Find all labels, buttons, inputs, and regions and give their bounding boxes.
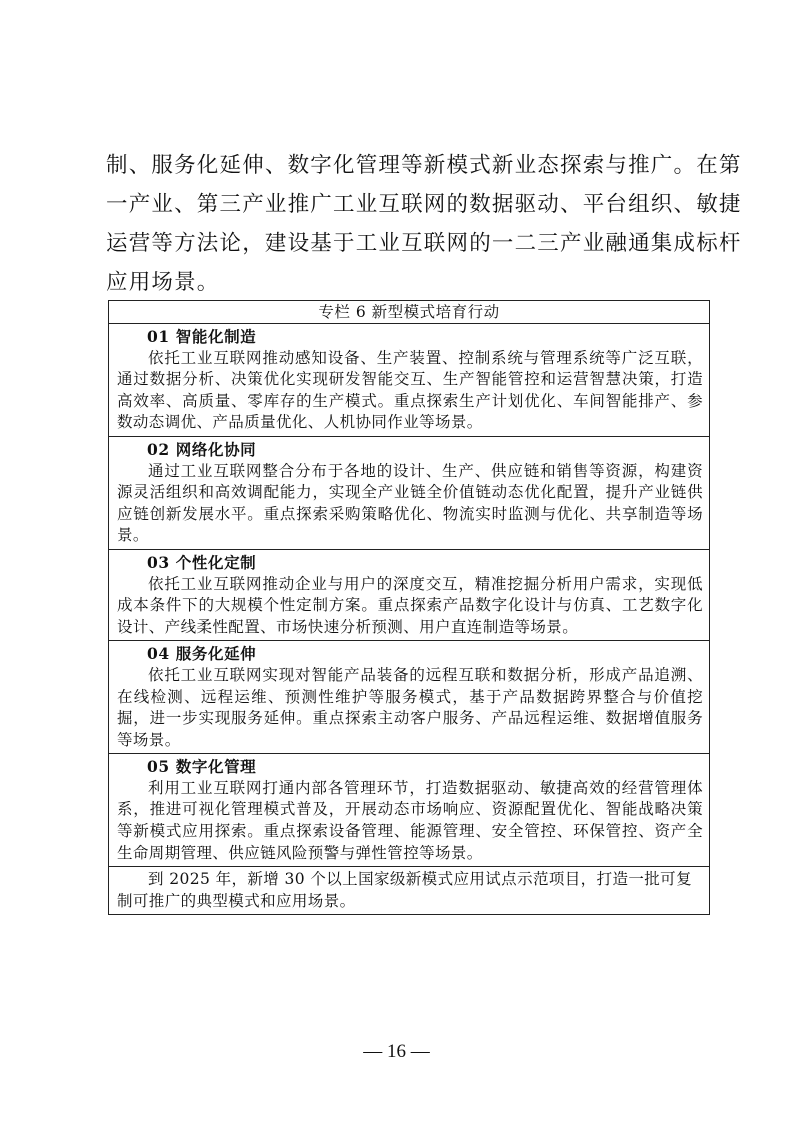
section-smart-manufacturing	[109, 324, 709, 437]
section-heading: 05 数字化管理	[147, 757, 257, 777]
intro-line-3: 运营等方法论，建设基于工业互联网的一二三产业融通集成标杆	[106, 231, 742, 256]
page-number: — 16 —	[363, 1041, 430, 1062]
intro-line-4: 应用场景。	[106, 270, 220, 295]
section-heading: 03 个性化定制	[147, 552, 257, 572]
intro-line-2: 一产业、第三产业推广工业互联网的数据驱动、平台组织、敏捷	[106, 192, 742, 217]
section-heading: 01 智能化制造	[147, 327, 257, 346]
intro-line-1: 制、服务化延伸、数字化管理等新模式新业态探索与推广。在第	[106, 153, 742, 178]
goal-text: 到 2025 年，新增 30 个以上国家级新模式应用试点示范项目，打造一批可复制可推广的典型模式和应用场景。	[117, 870, 692, 910]
section-digital-management	[109, 754, 709, 867]
section-body: 通过工业互联网整合分布于各地的设计、生产、供应链和销售等资源，构建资源灵活组织和高效调配能力，实现全产业链全价值链动态优化配置，提升产业链供应链创新发展水平。重点探索采购策略优化、物流实时监测与优化、共享制造等场景。	[117, 461, 703, 545]
section-service-extension	[109, 641, 709, 754]
section-body: 依托工业互联网推动感知设备、生产装置、控制系统与管理系统等广泛互联，通过数据分析、决策优化实现研发智能交互、生产智能管控和运营智慧决策，打造高效率、高质量、零库存的生产模式。重点探索生产计划优化、车间智能排产、参数动态调优、产品质量优化、人机协同作业等场景。	[117, 348, 703, 432]
section-networked-collaboration	[109, 437, 709, 550]
section-heading: 02 网络化协同	[147, 439, 257, 459]
section-goal	[109, 867, 709, 914]
special-column-box	[108, 300, 710, 915]
section-body: 依托工业互联网实现对智能产品装备的远程互联和数据分析，形成产品追溯、在线检测、远程运维、预测性维护等服务模式，基于产品数据跨界整合与价值挖掘，进一步实现服务延伸。重点探索主动客户服务、产品远程运维、数据增值服务等场景。	[117, 665, 703, 749]
box-title: 专栏 6 新型模式培育行动	[109, 301, 709, 324]
intro-paragraph	[106, 146, 742, 302]
section-heading: 04 服务化延伸	[147, 644, 257, 664]
section-body: 依托工业互联网推动企业与用户的深度交互，精准挖掘分析用户需求，实现低成本条件下的大规模个性定制方案。重点探索产品数字化设计与仿真、工艺数字化设计、产线柔性配置、市场快速分析预测、用户直连制造等场景。	[117, 574, 703, 636]
section-body: 利用工业互联网打通内部各管理环节，打造数据驱动、敏捷高效的经营管理体系，推进可视化管理模式普及，开展动态市场响应、资源配置优化、智能战略决策等新模式应用探索。重点探索设备管理、能源管理、安全管控、环保管控、资产全生命周期管理、供应链风险预警与弹性管控等场景。	[117, 778, 703, 862]
section-personalized-customization	[109, 550, 709, 641]
